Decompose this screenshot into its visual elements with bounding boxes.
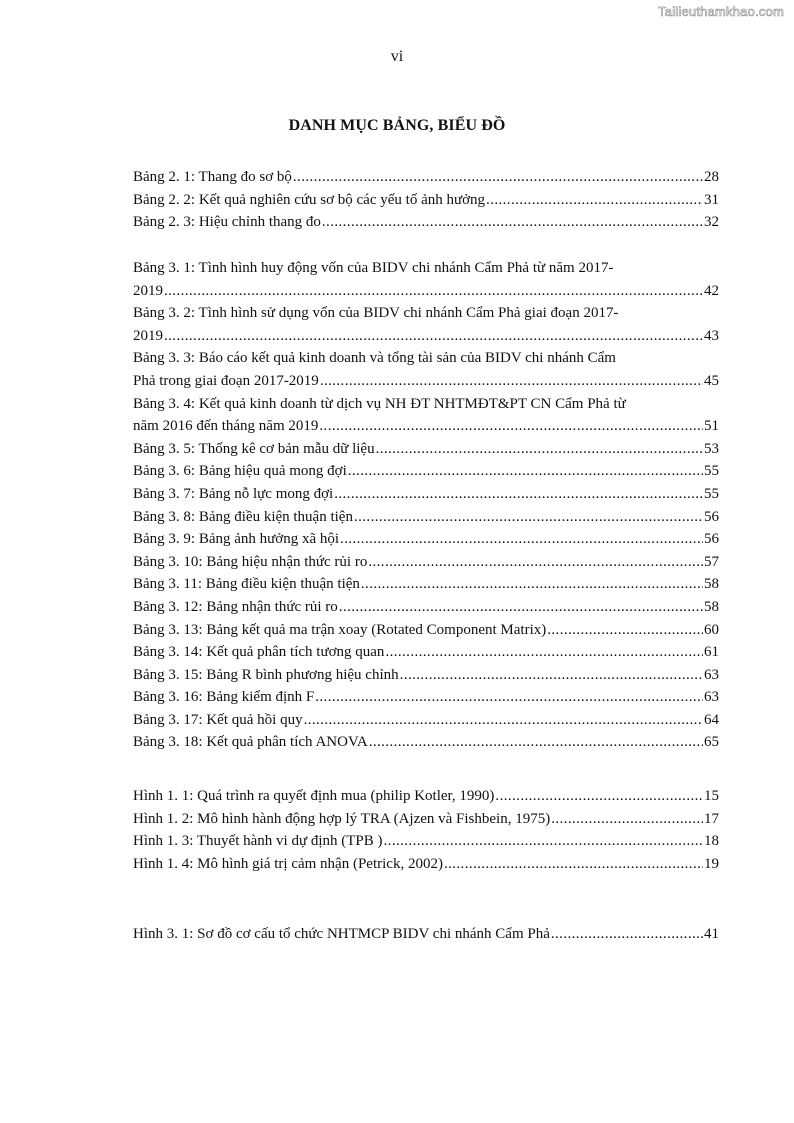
toc-entry-page: 56 [704,531,719,548]
toc-group-tables-ch2 [133,166,719,234]
toc-dot-leader [495,785,703,808]
toc-entry-page: 56 [704,508,719,525]
toc-dot-leader [369,731,703,754]
toc-entry [133,483,719,506]
toc-entry-page: 63 [704,689,719,706]
toc-entry-first-line: Bảng 3. 2: Tình hình sử dụng vốn của BIDV chi nhánh Cẩm Phả giai đoạn 2017- [133,305,619,322]
toc-entry-label: Phả trong giai đoạn 2017-2019 [133,372,319,389]
toc-entry-page: 18 [704,833,719,850]
toc-dot-leader [444,853,703,876]
toc-entry-page: 55 [704,485,719,502]
toc-entry [133,731,719,754]
toc-entry [133,460,719,483]
toc-dot-leader [164,280,703,303]
toc-entry [133,506,719,529]
toc-entry-page: 61 [704,644,719,661]
toc-entry-page: 31 [704,191,719,208]
toc-dot-leader [304,709,703,732]
toc-dot-leader [339,596,703,619]
toc-entry-label: Bảng 3. 14: Kết quả phân tích tương quan [133,644,385,661]
toc-entry-label: Bảng 3. 8: Bảng điều kiện thuận tiện [133,508,353,525]
toc-entry [133,664,719,687]
toc-dot-leader [340,528,703,551]
toc-entry [133,325,719,348]
toc-dot-leader [334,483,703,506]
toc-entry-page: 58 [704,598,719,615]
toc-entry-label: Bảng 3. 15: Bảng R bình phương hiệu chỉnh [133,666,399,683]
toc-entry-label: Bảng 3. 17: Kết quả hồi quy [133,711,303,728]
toc-entry-page: 53 [704,440,719,457]
toc-dot-leader [361,573,703,596]
toc-dot-leader [376,438,703,461]
toc-entry [133,596,719,619]
toc-entry [133,686,719,709]
toc-entry [133,573,719,596]
toc-dot-leader [348,460,703,483]
toc-entry-page: 65 [704,734,719,751]
toc-entry-first-line: Bảng 3. 3: Báo cáo kết quả kinh doanh và tổng tài sản của BIDV chi nhánh Cẩm [133,350,616,367]
toc-entry [133,438,719,461]
toc-group-tables-ch3 [133,257,719,754]
toc-entry-label: Bảng 3. 6: Bảng hiệu quả mong đợi [133,463,347,480]
toc-entry [133,370,719,393]
toc-dot-leader [319,415,703,438]
toc-entry-label: Hình 1. 4: Mô hình giá trị cảm nhận (Petrick, 2002) [133,855,443,872]
toc-entry-label: 2019 [133,282,163,299]
toc-entry-page: 42 [704,282,719,299]
toc-dot-leader [547,619,703,642]
toc-entry-label: Hình 1. 3: Thuyết hành vi dự định (TPB ) [133,833,383,850]
toc-entry-page: 55 [704,463,719,480]
toc-entry-label: Hình 1. 2: Mô hình hành động hợp lý TRA (Ajzen và Fishbein, 1975) [133,810,551,827]
toc-entry-label: năm 2016 đến tháng năm 2019 [133,418,319,435]
toc-dot-leader [385,641,703,664]
toc-entry-label: Bảng 3. 11: Bảng điều kiện thuận tiện [133,576,360,593]
toc-dot-leader [322,211,703,234]
toc-entry-label: Bảng 3. 9: Bảng ảnh hưởng xã hội [133,531,340,548]
toc-entry-label: Bảng 3. 13: Bảng kết quả ma trận xoay (Rotated Component Matrix) [133,621,547,638]
toc-entry-label: Bảng 2. 1: Thang đo sơ bộ [133,169,292,185]
toc-entry [133,830,719,853]
toc-entry [133,619,719,642]
toc-entry [133,415,719,438]
toc-entry [133,211,719,234]
watermark-text: Tailieuthamkhao.com [658,4,784,19]
toc-entry-page: 60 [704,621,719,638]
toc-dot-leader [164,325,703,348]
toc-group-figures-ch3 [133,923,719,946]
toc-entry [133,785,719,808]
toc-entry [133,280,719,303]
toc-entry-page: 63 [704,666,719,683]
toc-entry [133,709,719,732]
toc-entry [133,808,719,831]
toc-entry-page: 15 [704,788,719,804]
toc-entry-label: Bảng 3. 16: Bảng kiểm định F [133,689,315,706]
toc-entry-page: 19 [704,855,719,872]
toc-entry-page: 64 [704,711,719,728]
toc-entry [133,551,719,574]
toc-entry [133,166,719,189]
toc-entry-page: 41 [704,926,719,942]
toc-entry-page: 32 [704,214,719,231]
toc-dot-leader [354,506,703,529]
toc-entry-page: 51 [704,418,719,435]
toc-dot-leader [315,686,703,709]
toc-dot-leader [551,808,703,831]
toc-dot-leader [368,551,703,574]
toc-entry-label: Bảng 3. 10: Bảng hiệu nhận thức rủi ro [133,553,368,570]
toc-entry-label: 2019 [133,327,163,344]
toc-entry-first-line: Bảng 3. 1: Tình hình huy động vốn của BIDV chi nhánh Cẩm Phả từ năm 2017- [133,260,614,276]
toc-dot-leader [551,923,703,946]
toc-entry-page: 45 [704,372,719,389]
toc-entry-label: Hình 1. 1: Quá trình ra quyết định mua (philip Kotler, 1990) [133,788,495,804]
toc-entry-label: Bảng 3. 18: Kết quả phân tích ANOVA [133,734,368,751]
toc-entry [133,189,719,212]
toc-entry-label: Bảng 2. 2: Kết quả nghiên cứu sơ bộ các yếu tố ảnh hưởng [133,191,486,208]
toc-entry-label: Bảng 2. 3: Hiệu chỉnh thang đo [133,214,321,231]
toc-entry-page: 43 [704,327,719,344]
toc-entry-label: Bảng 3. 7: Bảng nỗ lực mong đợi [133,485,334,502]
toc-entry [133,641,719,664]
toc-entry-page: 28 [704,169,719,185]
toc-entry [133,853,719,876]
toc-dot-leader [400,664,703,687]
toc-dot-leader [293,166,703,189]
page-title: DANH MỤC BẢNG, BIỂU ĐỒ [288,117,506,134]
toc-entry-label: Bảng 3. 5: Thống kê cơ bản mẫu dữ liệu [133,440,375,457]
toc-group-figures-ch1 [133,785,719,875]
toc-dot-leader [320,370,703,393]
toc-entry [133,528,719,551]
page-number: vi [390,48,404,65]
toc-dot-leader [486,189,703,212]
toc-entry-first-line: Bảng 3. 4: Kết quả kinh doanh từ dịch vụ NH ĐT NHTMĐT&PT CN Cẩm Phả từ [133,395,626,412]
toc-entry-page: 17 [704,810,719,827]
toc-entry-page: 57 [704,553,719,570]
toc-entry-label: Hình 3. 1: Sơ đồ cơ cấu tổ chức NHTMCP BIDV chi nhánh Cẩm Phả [133,926,550,942]
toc-entry-label: Bảng 3. 12: Bảng nhận thức rủi ro [133,598,338,615]
toc-entry-page: 58 [704,576,719,593]
toc-entry [133,923,719,946]
toc-dot-leader [384,830,703,853]
